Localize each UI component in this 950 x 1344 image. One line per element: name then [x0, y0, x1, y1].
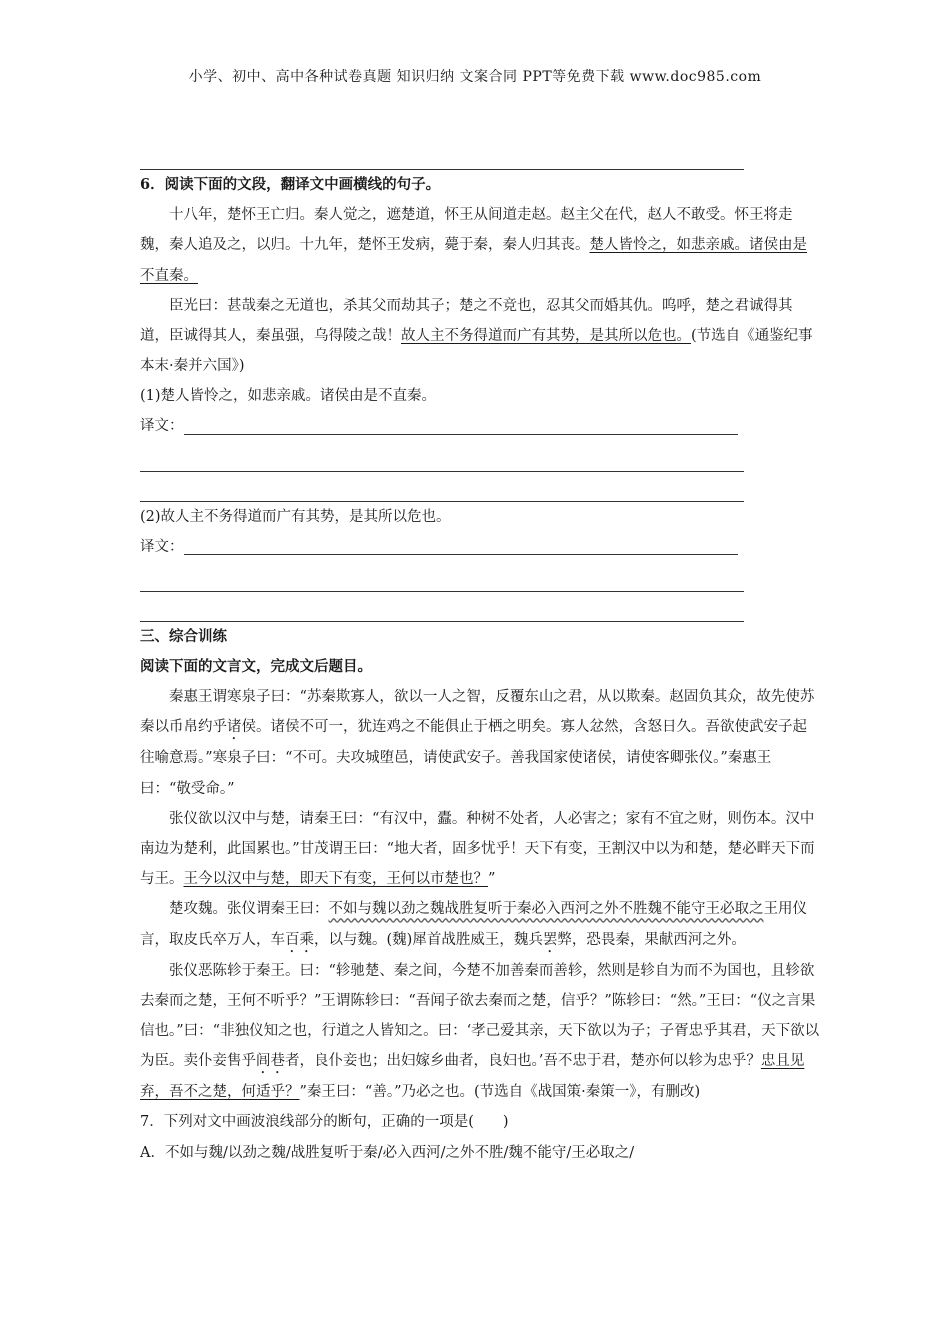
passage-text: 王用仪言，取皮氏卒万人，车	[140, 901, 807, 948]
passage-paragraph	[140, 200, 820, 291]
passage-text: ”秦王曰：“善。”乃必之也。(节选自《战国策·秦策一》，有删改)	[299, 1084, 701, 1101]
translation-label: 译文：	[140, 418, 184, 435]
passage-text: 侯。诸侯不可一，犹连鸡之不能俱止于栖之明矣。寡人忿然，含怒日久。吾欲使武安子起往喻意焉。”寒泉子曰：“不可。夫攻城堕邑，请使武安子。善我国家使诸侯，请使客卿张仪。”秦惠王曰：“敬受命。”	[140, 719, 807, 797]
passage-text: 者，良仆妾也；出妇嫁乡曲者，良妇也。’吾不忠于君，楚亦何以轸为忠乎？	[285, 1053, 761, 1070]
option-a: A．不如与魏/以劲之魏/战胜复听于秦/必入西河/之外不胜/魏不能守/王必取之/	[140, 1144, 635, 1161]
answer-line[interactable]	[140, 150, 744, 170]
passage-paragraph	[140, 682, 820, 804]
sentence-2: (2)故人主不务得道而广有其势，是其所以危也。	[140, 508, 451, 525]
dotted-word: 诸	[227, 719, 242, 736]
passage-paragraph	[140, 291, 820, 382]
answer-line[interactable]	[184, 536, 738, 555]
answer-line[interactable]	[140, 442, 744, 472]
passage-paragraph	[140, 804, 820, 895]
translation-answer-row	[140, 532, 820, 562]
passage-text: 张仪恶陈轸于秦王。曰：“轸驰楚、秦之间，今楚不加善秦而善轸，然则是轸自为而不为国也，且轸欲去秦而之楚，王何不听乎？”王谓陈轸曰：“吾闻子欲去秦而之楚，信乎？”陈轸曰：“然。”王曰：“仪之言果信也。”曰：“非独仪知之也，行道之人皆知之。曰：‘孝己爱其亲，天下欲以为子；子胥忠乎其君，天下欲以为臣。卖仆妾售乎	[140, 962, 820, 1070]
underlined-sentence: 王今以汉中与楚，即天下有变，王何以市楚也？	[183, 871, 488, 888]
answer-line[interactable]	[184, 416, 738, 435]
dotted-word: 百乘	[285, 931, 314, 948]
passage-text: 楚攻魏。张仪谓秦王曰：	[169, 901, 329, 918]
translation-answer-row	[140, 412, 820, 442]
document-body	[140, 150, 820, 1168]
section-3-intro: 阅读下面的文言文，完成文后题目。	[140, 658, 372, 676]
passage-text: 秦惠王谓寒泉子曰：“苏秦欺寡人，欲以一人之智，反覆东山之君，从以欺秦。赵固负其众，故先使苏秦以币帛约乎	[140, 689, 815, 736]
passage-text: 弊，恐畏秦，果献西河之外。	[557, 931, 746, 948]
passage-text: 臣光曰：甚哉秦之无道也，杀其父而劫其子；楚之不竞也，忍其父而婚其仇。呜呼，楚之君诚得其道，臣诚得其人，秦虽强，乌得陵之哉！	[140, 297, 793, 345]
passage-text: 张仪欲以汉中与楚，请秦王曰：“有汉中，蠹。种树不处者，人必害之；家有不宜之财，则伤本。汉中南边为楚利，此国累也。”甘茂谓王曰：“地大者，固多忧乎！天下有变，王割汉中以为和楚，楚必畔天下而与王。	[140, 810, 815, 888]
sentence-1: (1)楚人皆怜之，如悲亲戚。诸侯由是不直秦。	[140, 388, 437, 405]
answer-line[interactable]	[140, 562, 744, 592]
dotted-word: 罢	[542, 931, 558, 948]
translation-label: 译文：	[140, 538, 184, 555]
passage-paragraph	[140, 956, 820, 1108]
source-citation: (节选自《通鉴纪事本末·秦并六国》)	[140, 328, 813, 375]
question-7-title: 7．下列对文中画波浪线部分的断句，正确的一项是( )	[140, 1114, 509, 1131]
passage-paragraph	[140, 894, 820, 955]
dotted-word: 闾巷	[256, 1053, 285, 1070]
answer-line[interactable]	[140, 592, 744, 622]
underlined-sentence: 忠且见弃，吾不之楚，何适乎？	[140, 1053, 805, 1101]
passage-text: ”	[488, 871, 496, 888]
question-6-title: 6．阅读下面的文段，翻译文中画横线的句子。	[140, 176, 441, 193]
underlined-sentence: 楚人皆怜之，如悲亲戚。诸侯由是不直秦。	[140, 237, 807, 284]
passage-text: 十八年，楚怀王亡归。秦人觉之，遮楚道，怀王从间道走赵。赵主父在代，赵人不敢受。怀王将走魏，秦人追及之，以归。十九年，楚怀王发病，薨于秦，秦人归其丧。	[140, 207, 793, 254]
section-3-title: 三、综合训练	[140, 627, 227, 645]
underlined-sentence: 故人主不务得道而广有其势，是其所以危也。	[401, 328, 691, 345]
page-header: 小学、初中、高中各种试卷真题 知识归纳 文案合同 PPT等免费下载 www.doc985.com	[188, 69, 762, 85]
answer-line[interactable]	[140, 472, 744, 502]
passage-text: ，以与魏。(魏)犀首战胜威王，魏兵	[314, 931, 543, 948]
wavy-underlined-text: 不如与魏以劲之魏战胜复听于秦必入西河之外不胜魏不能守王必取之	[328, 901, 764, 918]
